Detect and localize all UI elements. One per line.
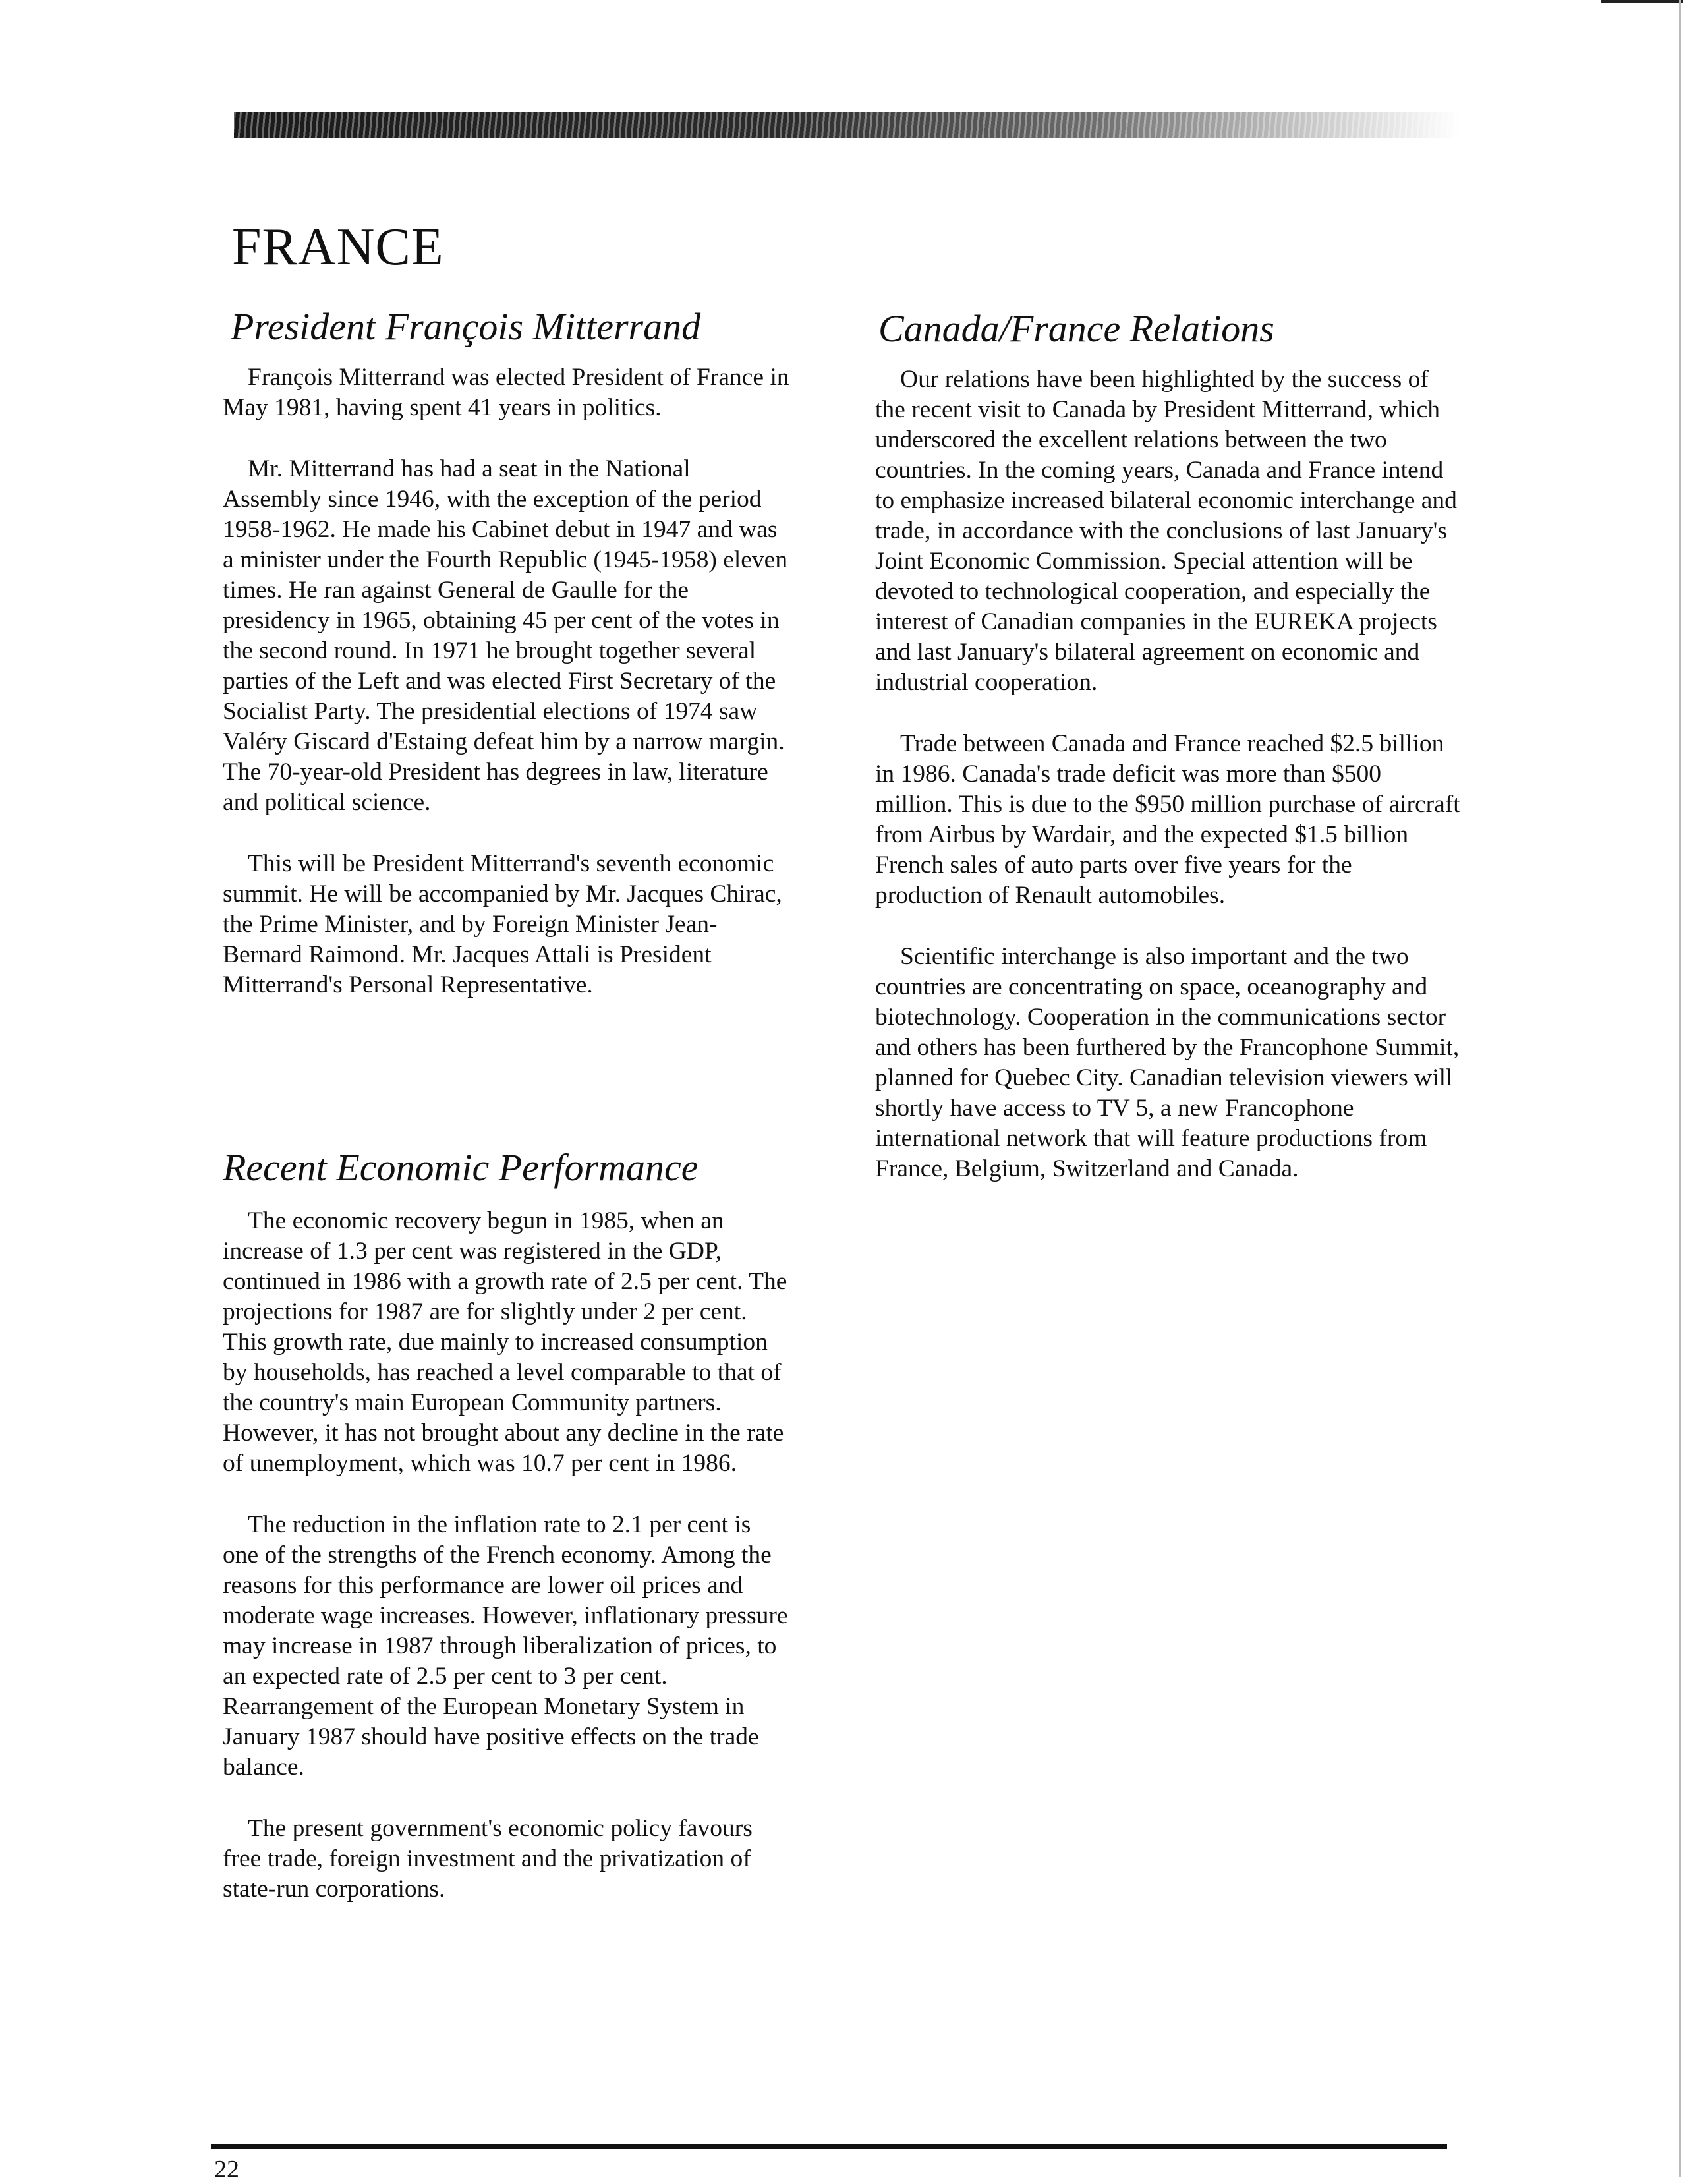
president-paragraph-2: Mr. Mitterrand has had a seat in the National Assembly since 1946, with the exception of the period 1958-1962. He made his Cabinet debut in 1947 and was a minister under the Fourth Republic (1945-1958) eleven times. He ran against General de Gaulle for the presidency in 1965, obtaining 45 per cent of the votes in the second round. In 1971 he brought together several parties of the Left and was elected First Secretary of the Socialist Party. The presidential elections of 1974 saw Valéry Giscard d'Estaing defeat him by a narrow margin. The 70-year-old President has degrees in law, literature and political science.: [223, 455, 788, 816]
page-title: FRANCE: [232, 218, 444, 276]
relations-paragraph-1: Our relations have been highlighted by the success of the recent visit to Canada by President Mitterrand, which underscored the excellent relations between the two countries. In the coming years, Canada and France intend to emphasize increased bilateral economic interchange and trade, in accordance with the conclusions of last January's Joint Economic Commission. Special attention will be devoted to technological cooperation, and especially the interest of Canadian companies in the EUREKA projects and last January's bilateral agreement on economic and industrial cooperation.: [875, 366, 1457, 696]
president-paragraph-3: This will be President Mitterrand's seventh economic summit. He will be accompanied by Mr. Jacques Chirac, the Prime Minister, and by Foreign Minister Jean-Bernard Raimond. Mr. Jacques Attali is President Mitterrand's Personal Representative.: [223, 850, 782, 998]
section-title-relations: Canada/France Relations: [878, 307, 1274, 350]
economy-paragraph-2: The reduction in the inflation rate to 2.1 per cent is one of the strengths of the French economy. Among the reasons for this performance are lower oil prices and moderate wage increases. However, inflationary pressure may increase in 1987 through liberalization of prices, to an expected rate of 2.5 per cent to 3 per cent. Rearrangement of the European Monetary System in January 1987 should have positive effects on the trade balance.: [223, 1511, 788, 1781]
page-edge-top: [1601, 0, 1683, 3]
president-paragraph-1: François Mitterrand was elected President of France in May 1981, having spent 41 years in politics.: [223, 364, 789, 421]
economy-paragraph-1: The economic recovery begun in 1985, when an increase of 1.3 per cent was registered in the GDP, continued in 1986 with a growth rate of 2.5 per cent. The projections for 1987 are for slightly under 2 per cent. This growth rate, due mainly to increased consumption by households, has reached a level comparable to that of the country's main European Community partners. However, it has not brought about any decline in the rate of unemployment, which was 10.7 per cent in 1986.: [223, 1207, 787, 1477]
relations-paragraph-2: Trade between Canada and France reached $2.5 billion in 1986. Canada's trade deficit was more than $500 million. This is due to the $950 million purchase of aircraft from Airbus by Wardair, and the expected $1.5 billion French sales of auto parts over five years for the production of Renault automobiles.: [875, 730, 1460, 909]
economy-body: [223, 1206, 791, 1936]
footer-rule: [211, 2144, 1447, 2149]
president-body: [223, 362, 791, 1031]
page-edge-right: [1679, 0, 1681, 2177]
header-decorative-bar: [234, 112, 1460, 138]
economy-paragraph-3: The present government's economic policy favours free trade, foreign investment and the privatization of state-run corporations.: [223, 1815, 753, 1903]
section-title-economy: Recent Economic Performance: [223, 1146, 699, 1189]
page-number: 22: [214, 2156, 239, 2183]
relations-paragraph-3: Scientific interchange is also important and the two countries are concentrating on space, oceanography and biotechnology. Cooperation in the communications sector and others has been furthered by the Francophone Summit, planned for Quebec City. Canadian television viewers will shortly have access to TV 5, a new Francophone international network that will feature productions from France, Belgium, Switzerland and Canada.: [875, 943, 1460, 1182]
section-title-president: President François Mitterrand: [231, 305, 701, 348]
relations-body: [875, 364, 1465, 1215]
